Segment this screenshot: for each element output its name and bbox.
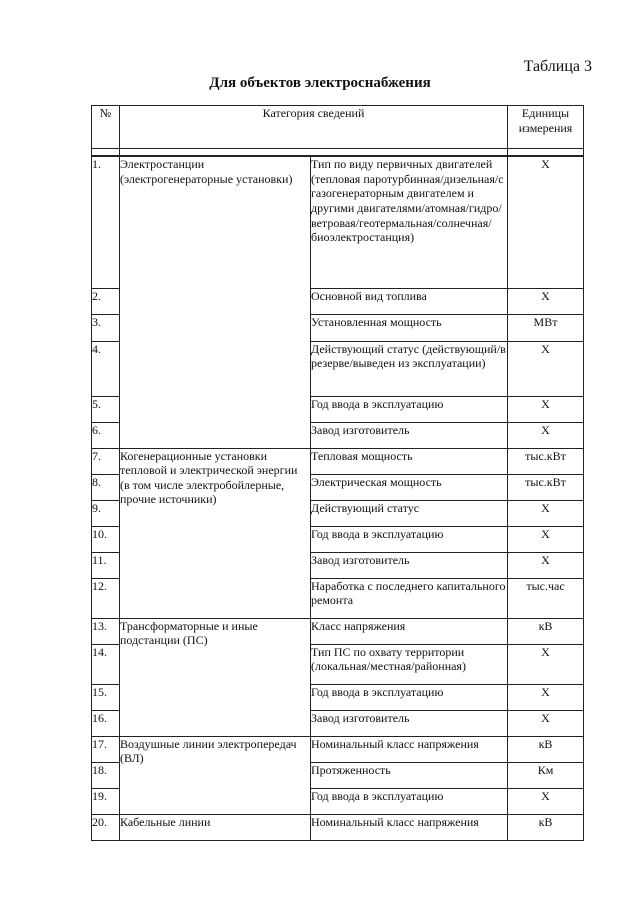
row-description: Установленная мощность [311,314,508,341]
row-number: 18. [92,762,120,788]
row-number: 2. [92,288,120,314]
row-number: 8. [92,474,120,500]
table-row [92,814,584,840]
row-number: 5. [92,396,120,422]
header-category: Категория сведений [120,106,508,149]
table-label: Таблица 3 [523,58,592,75]
row-unit: X [508,396,584,422]
row-unit: тыс.час [508,578,584,618]
header-separator [92,149,584,157]
category-cell: Когенерационные установки тепловой и электрической энергии (в том числе электробойлерные, прочие источники) [120,448,311,618]
row-number: 6. [92,422,120,448]
row-description: Завод изготовитель [311,710,508,736]
table-row [92,448,584,474]
row-description: Год ввода в эксплуатацию [311,396,508,422]
row-unit: Км [508,762,584,788]
category-cell: Кабельные линии [120,814,311,840]
row-number: 15. [92,684,120,710]
row-number: 9. [92,500,120,526]
row-unit: X [508,788,584,814]
table-row [92,736,584,762]
category-cell: Воздушные линии электропередач (ВЛ) [120,736,311,814]
row-number: 20. [92,814,120,840]
row-unit: кВ [508,736,584,762]
row-number: 19. [92,788,120,814]
row-number: 14. [92,644,120,684]
table-row [92,618,584,644]
row-description: Год ввода в эксплуатацию [311,526,508,552]
header-unit: Единицы измерения [508,106,584,149]
row-description: Действующий статус (действующий/в резерве/выведен из эксплуатации) [311,341,508,396]
row-description: Класс напряжения [311,618,508,644]
row-number: 7. [92,448,120,474]
row-unit: X [508,156,584,288]
row-unit: МВт [508,314,584,341]
row-unit: X [508,644,584,684]
row-description: Действующий статус [311,500,508,526]
data-table [91,105,584,841]
row-number: 13. [92,618,120,644]
row-number: 17. [92,736,120,762]
row-unit: кВ [508,814,584,840]
category-cell: Электростанции (электрогенераторные установки) [120,156,311,448]
row-number: 12. [92,578,120,618]
row-unit: тыс.кВт [508,474,584,500]
row-unit: X [508,288,584,314]
row-description: Год ввода в эксплуатацию [311,684,508,710]
row-description: Номинальный класс напряжения [311,736,508,762]
row-number: 16. [92,710,120,736]
row-description: Год ввода в эксплуатацию [311,788,508,814]
document-title: Для объектов электроснабжения [209,75,431,91]
row-description: Наработка с последнего капитального ремонта [311,578,508,618]
row-unit: X [508,710,584,736]
row-number: 4. [92,341,120,396]
row-description: Завод изготовитель [311,422,508,448]
row-description: Завод изготовитель [311,552,508,578]
row-unit: кВ [508,618,584,644]
row-unit: X [508,526,584,552]
row-unit: X [508,341,584,396]
row-unit: X [508,684,584,710]
header-number: № [92,106,120,149]
row-description: Основной вид топлива [311,288,508,314]
row-description: Протяженность [311,762,508,788]
row-unit: X [508,552,584,578]
row-unit: X [508,500,584,526]
row-description: Тип по виду первичных двигателей (тепловая паротурбинная/дизельная/с газогенераторным двигателем и другими двигателями/атомная/гидро/ветровая/геотермальная/солнечная/биоэлектростанция) [311,156,508,288]
row-description: Тип ПС по охвату территории (локальная/местная/районная) [311,644,508,684]
row-number: 11. [92,552,120,578]
row-description: Электрическая мощность [311,474,508,500]
row-number: 10. [92,526,120,552]
row-number: 3. [92,314,120,341]
row-unit: тыс.кВт [508,448,584,474]
category-cell: Трансформаторные и иные подстанции (ПС) [120,618,311,736]
row-description: Тепловая мощность [311,448,508,474]
row-description: Номинальный класс напряжения [311,814,508,840]
row-number: 1. [92,156,120,288]
row-unit: X [508,422,584,448]
table-row [92,156,584,288]
